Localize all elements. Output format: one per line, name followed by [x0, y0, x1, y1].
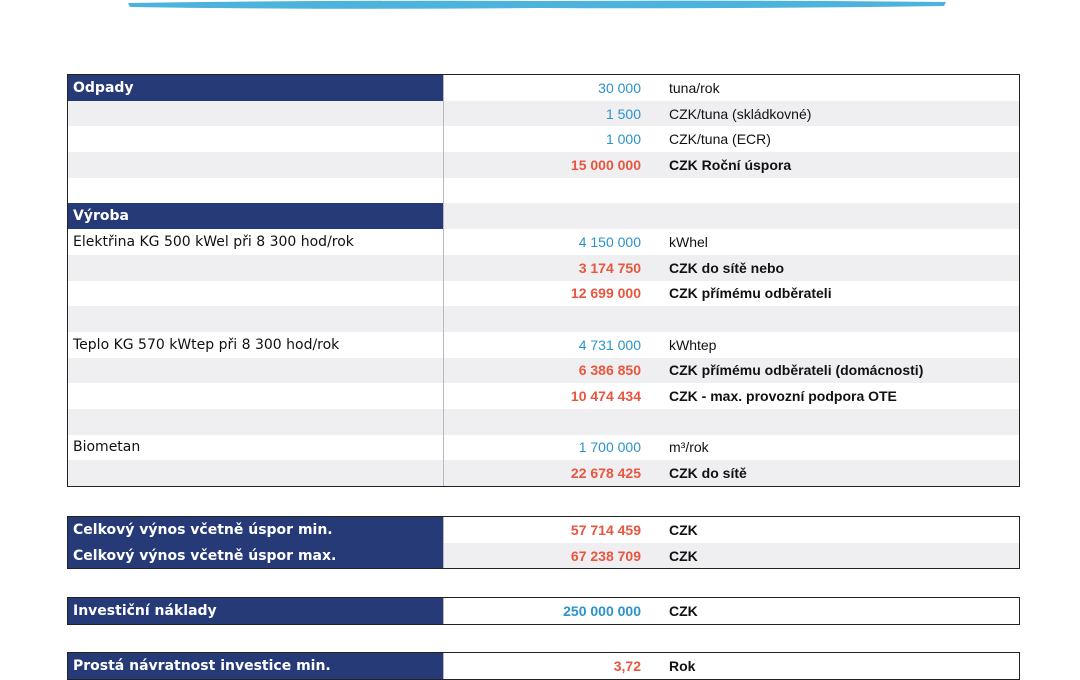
row-value: 10 474 434	[570, 388, 641, 405]
row-unit: CZK - max. provozní podpora OTE	[669, 388, 897, 405]
row-unit: CZK/tuna (ECR)	[669, 131, 771, 148]
row-header-label: Celkový výnos včetně úspor min.	[68, 517, 444, 543]
row-unit	[647, 178, 1019, 204]
table-row	[68, 332, 1019, 358]
row-unit: m³/rok	[669, 439, 709, 456]
row-label	[68, 101, 444, 127]
row-unit: Rok	[669, 657, 696, 674]
table-row	[68, 358, 1019, 384]
investment-table	[67, 597, 1020, 625]
row-value: 4 731 000	[578, 336, 641, 353]
row-value: 22 678 425	[570, 465, 641, 482]
row-value: 3 174 750	[578, 259, 641, 276]
row-unit: CZK	[669, 602, 698, 619]
row-value: 67 238 709	[570, 547, 641, 564]
row-header-label: Investiční náklady	[68, 598, 444, 624]
table-row	[68, 598, 1019, 624]
table-row	[68, 126, 1019, 152]
row-value: 6 386 850	[578, 362, 641, 379]
row-unit: tuna/rok	[669, 79, 720, 96]
row-value: 1 500	[605, 105, 641, 122]
row-label	[68, 255, 444, 281]
row-label: Elektřina KG 500 kWel při 8 300 hod/rok	[68, 229, 444, 255]
table-row	[68, 178, 1019, 204]
row-unit: kWhtep	[669, 336, 717, 353]
table-row	[68, 435, 1019, 461]
row-label	[68, 383, 444, 409]
row-unit	[647, 306, 1019, 332]
row-value	[444, 409, 647, 435]
table-row	[68, 460, 1019, 486]
row-unit: CZK přímému odběrateli	[669, 285, 832, 302]
table-row	[68, 255, 1019, 281]
row-unit: CZK	[669, 547, 698, 564]
row-unit: CZK do sítě	[669, 465, 747, 482]
row-unit: kWhel	[669, 233, 708, 250]
row-value: 30 000	[598, 79, 641, 96]
table-row	[68, 383, 1019, 409]
row-value: 12 699 000	[570, 285, 641, 302]
table-row	[68, 306, 1019, 332]
row-label: Biometan	[68, 435, 444, 461]
row-label	[68, 126, 444, 152]
row-label	[68, 306, 444, 332]
row-unit: CZK	[669, 521, 698, 538]
table-row	[68, 229, 1019, 255]
row-value: 3,72	[613, 657, 641, 674]
row-unit: CZK do sítě nebo	[669, 259, 785, 276]
table-row	[68, 75, 1019, 101]
table-row	[68, 101, 1019, 127]
row-label	[68, 178, 444, 204]
row-unit	[647, 203, 1019, 229]
row-value: 1 000	[605, 131, 641, 148]
row-label	[68, 460, 444, 486]
total-revenue-table	[67, 516, 1020, 569]
row-header-label: Prostá návratnost investice min.	[68, 653, 444, 679]
row-unit: CZK přímému odběrateli (domácnosti)	[669, 362, 924, 379]
production-table	[67, 74, 1020, 487]
row-unit	[647, 409, 1019, 435]
row-label	[68, 409, 444, 435]
table-row	[68, 517, 1019, 543]
row-label	[68, 152, 444, 178]
table-row	[68, 203, 1019, 229]
row-header-label: Celkový výnos včetně úspor max.	[68, 543, 444, 569]
row-value	[444, 203, 647, 229]
payback-table	[67, 652, 1020, 680]
table-row	[68, 281, 1019, 307]
table-row	[68, 152, 1019, 178]
row-value	[444, 178, 647, 204]
table-row	[68, 543, 1019, 569]
row-unit: CZK/tuna (skládkovné)	[669, 105, 812, 122]
row-label	[68, 358, 444, 384]
row-header-label: Výroba	[68, 203, 444, 229]
row-value: 250 000 000	[563, 602, 641, 619]
row-value: 1 700 000	[578, 439, 641, 456]
row-value: 4 150 000	[578, 233, 641, 250]
row-label	[68, 281, 444, 307]
row-unit: CZK Roční úspora	[669, 156, 792, 173]
decorative-brush-stroke	[128, 0, 946, 10]
row-value: 15 000 000	[570, 156, 641, 173]
row-header-label: Odpady	[68, 75, 444, 101]
row-value	[444, 306, 647, 332]
row-label: Teplo KG 570 kWtep při 8 300 hod/rok	[68, 332, 444, 358]
row-value: 57 714 459	[570, 521, 641, 538]
table-row	[68, 409, 1019, 435]
